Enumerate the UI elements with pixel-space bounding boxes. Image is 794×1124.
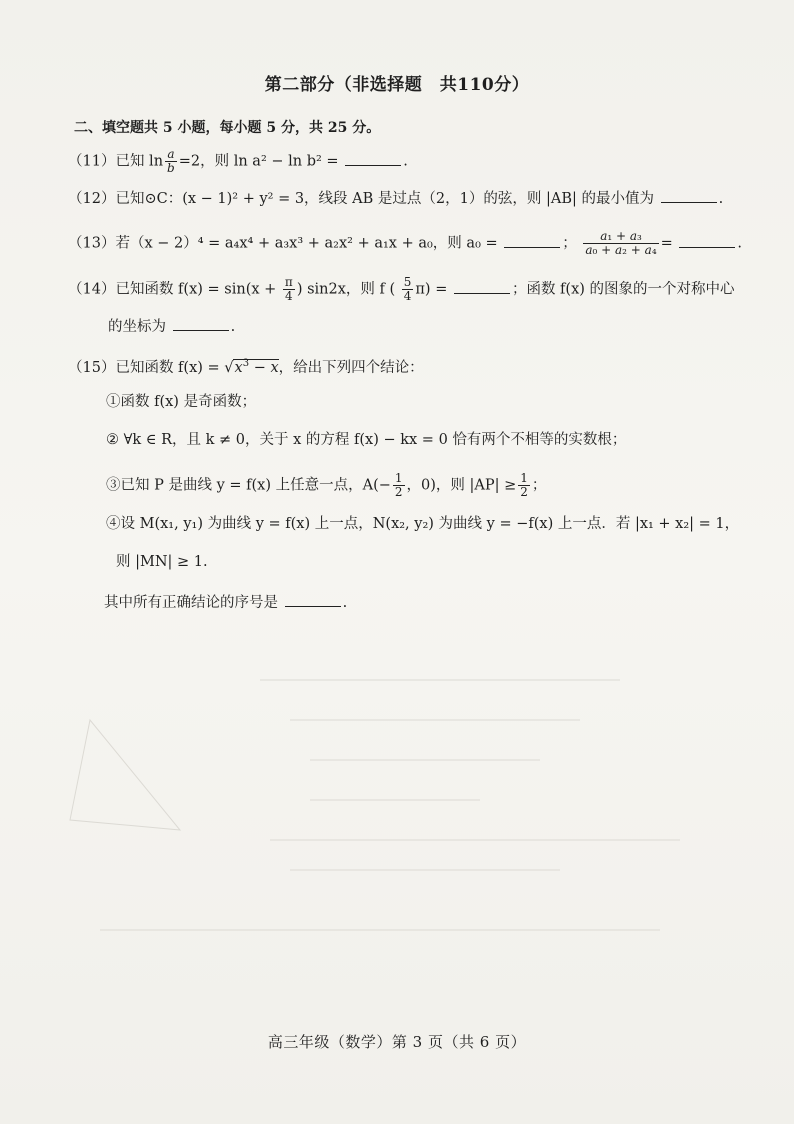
question-14: （14）已知函数 f(x) = sin(x + $\frac{\pi}{4}$ ) sin2x，则 f ( $\frac{5}{4}$ π) = ；函数 f(x) 的图象的一个对称中心	[68, 275, 735, 303]
question-number: （11）	[68, 153, 116, 170]
question-number: （13）	[68, 235, 116, 252]
page-footer: 高三年级（数学）第 3 页（共 6 页）	[267, 1033, 527, 1051]
question-15: （15）已知函数 $f(x) = √x^3 - x$，给出下列四个结论：	[68, 358, 424, 376]
fraction: $\frac{\pi}{4}$	[284, 275, 293, 303]
fraction: $\frac{a}{b}$	[167, 147, 175, 175]
answer-blank[interactable]	[345, 151, 401, 166]
section-heading: 二、填空题共 5 小题，每小题 5 分，共 25 分。	[74, 120, 381, 136]
conclusion-3: ③已知 P 是曲线 y = f(x) 上任意一点，A(− $\frac{1}{2}$ ，0)，则 |AP| ≥ $\frac{1}{2}$ ；	[106, 471, 547, 499]
answer-blank[interactable]	[679, 233, 735, 248]
part-title: 第二部分（非选择题 共110分）	[264, 75, 530, 95]
conclusion-4: ④设 M(x₁, y₁) 为曲线 y = f(x) 上一点，N(x₂, y₂) 为曲线 y = −f(x) 上一点．若 |x₁ + x₂| = 1，	[106, 516, 740, 532]
question-number: （12）	[68, 191, 116, 207]
answer-blank[interactable]	[454, 279, 510, 294]
fraction: $\frac{\text{a₁ + a₃}}{\text{a₀ + a₂ + a₄}}$	[585, 229, 657, 257]
conclusion-4-line2: 则 |MN| ≥ 1.	[116, 554, 208, 570]
answer-blank[interactable]	[504, 233, 560, 248]
fraction: $\frac{1}{2}$	[394, 471, 403, 499]
answer-blank[interactable]	[173, 316, 229, 331]
question-number: （14）	[68, 281, 116, 298]
question-14-line2: 的坐标为 .	[108, 316, 235, 337]
conclusion-1: ①函数 f(x) 是奇函数；	[106, 394, 257, 410]
conclusion-2: ② ∀k ∈ R，且 k ≠ 0，关于 x 的方程 f(x) − kx = 0 恰有两个不相等的实数根；	[106, 432, 627, 448]
question-15-ask: 其中所有正确结论的序号是 .	[104, 592, 347, 613]
question-11: （11）已知 ln $\frac{a}{b}$ =2，则 ln a² − ln b² = .	[68, 147, 408, 175]
answer-blank[interactable]	[661, 188, 717, 203]
question-12: （12）已知⊙C：(x − 1)² + y² = 3，线段 AB 是过点（2，1）的弦，则 |AB| 的最小值为 .	[68, 188, 723, 209]
question-13: （13）若（x − 2）⁴ = a₄x⁴ + a₃x³ + a₂x² + a₁x + a₀，则 a₀ = ； $\frac{\text{a₁ + a₃}}{\text{a₀ + a₂ + a₄}}$ = .	[68, 229, 743, 257]
answer-blank[interactable]	[285, 592, 341, 607]
fraction: $\frac{5}{4}$	[403, 275, 412, 303]
fraction: $\frac{1}{2}$	[520, 471, 528, 499]
question-number: （15）	[68, 359, 116, 376]
bleed-through-marks	[60, 640, 720, 1000]
